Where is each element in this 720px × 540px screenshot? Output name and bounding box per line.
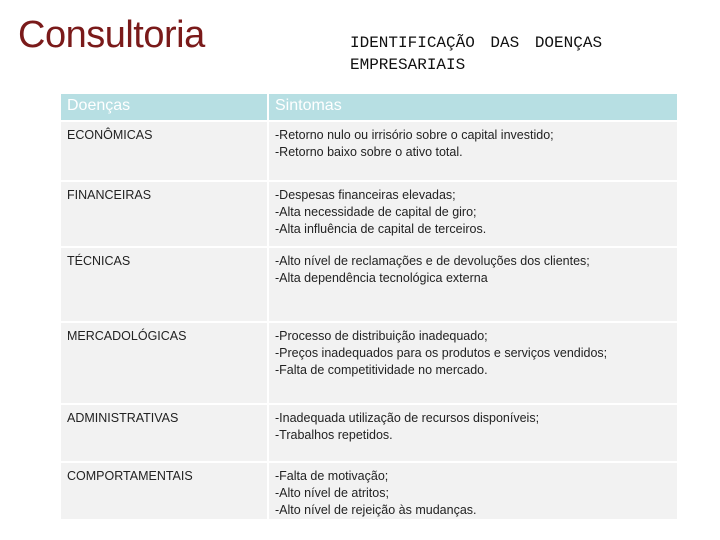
document-title (350, 32, 710, 76)
brand-title: Consultoria (18, 14, 205, 56)
symptom-line: -Alto nível de rejeição às mudanças. (275, 503, 477, 517)
symptom-line: -Falta de motivação; (275, 469, 389, 483)
symptom-line: -Alta influência de capital de terceiros. (275, 222, 487, 236)
symptom-line: -Alto nível de reclamações e de devoluções dos clientes; (275, 254, 590, 268)
table-row (61, 405, 677, 463)
symptoms-cell (267, 182, 677, 248)
disease-cell: ADMINISTRATIVAS (61, 405, 267, 463)
document-title-line-1: IDENTIFICAÇÃO DAS DOENÇAS (350, 34, 603, 52)
header-diseases: Doenças (61, 94, 267, 122)
disease-cell: FINANCEIRAS (61, 182, 267, 248)
symptom-line: -Despesas financeiras elevadas; (275, 188, 456, 202)
symptom-line: -Alto nível de atritos; (275, 486, 389, 500)
diseases-table (61, 94, 677, 521)
symptom-line: -Falta de competitividade no mercado. (275, 363, 488, 377)
symptoms-cell (267, 122, 677, 182)
table-row (61, 463, 677, 521)
symptom-line: -Processo de distribuição inadequado; (275, 329, 488, 343)
disease-cell: COMPORTAMENTAIS (61, 463, 267, 521)
table-header-row (61, 94, 677, 122)
symptom-line: -Retorno baixo sobre o ativo total. (275, 145, 463, 159)
symptom-line: -Alta dependência tecnológica externa (275, 271, 488, 285)
symptom-line: -Retorno nulo ou irrisório sobre o capital investido; (275, 128, 554, 142)
table-row (61, 248, 677, 323)
symptom-line: -Inadequada utilização de recursos disponíveis; (275, 411, 540, 425)
symptom-line: -Trabalhos repetidos. (275, 428, 393, 442)
header-symptoms: Sintomas (267, 94, 677, 122)
symptom-line: -Preços inadequados para os produtos e serviços vendidos; (275, 346, 608, 360)
table-row (61, 182, 677, 248)
symptoms-cell (267, 248, 677, 323)
disease-cell: MERCADOLÓGICAS (61, 323, 267, 405)
disease-cell: TÉCNICAS (61, 248, 267, 323)
symptoms-cell (267, 463, 677, 521)
symptoms-cell (267, 405, 677, 463)
document-title-line-2: EMPRESARIAIS (350, 56, 466, 74)
disease-cell: ECONÔMICAS (61, 122, 267, 182)
table-row (61, 323, 677, 405)
table-row (61, 122, 677, 182)
symptoms-cell (267, 323, 677, 405)
symptom-line: -Alta necessidade de capital de giro; (275, 205, 477, 219)
